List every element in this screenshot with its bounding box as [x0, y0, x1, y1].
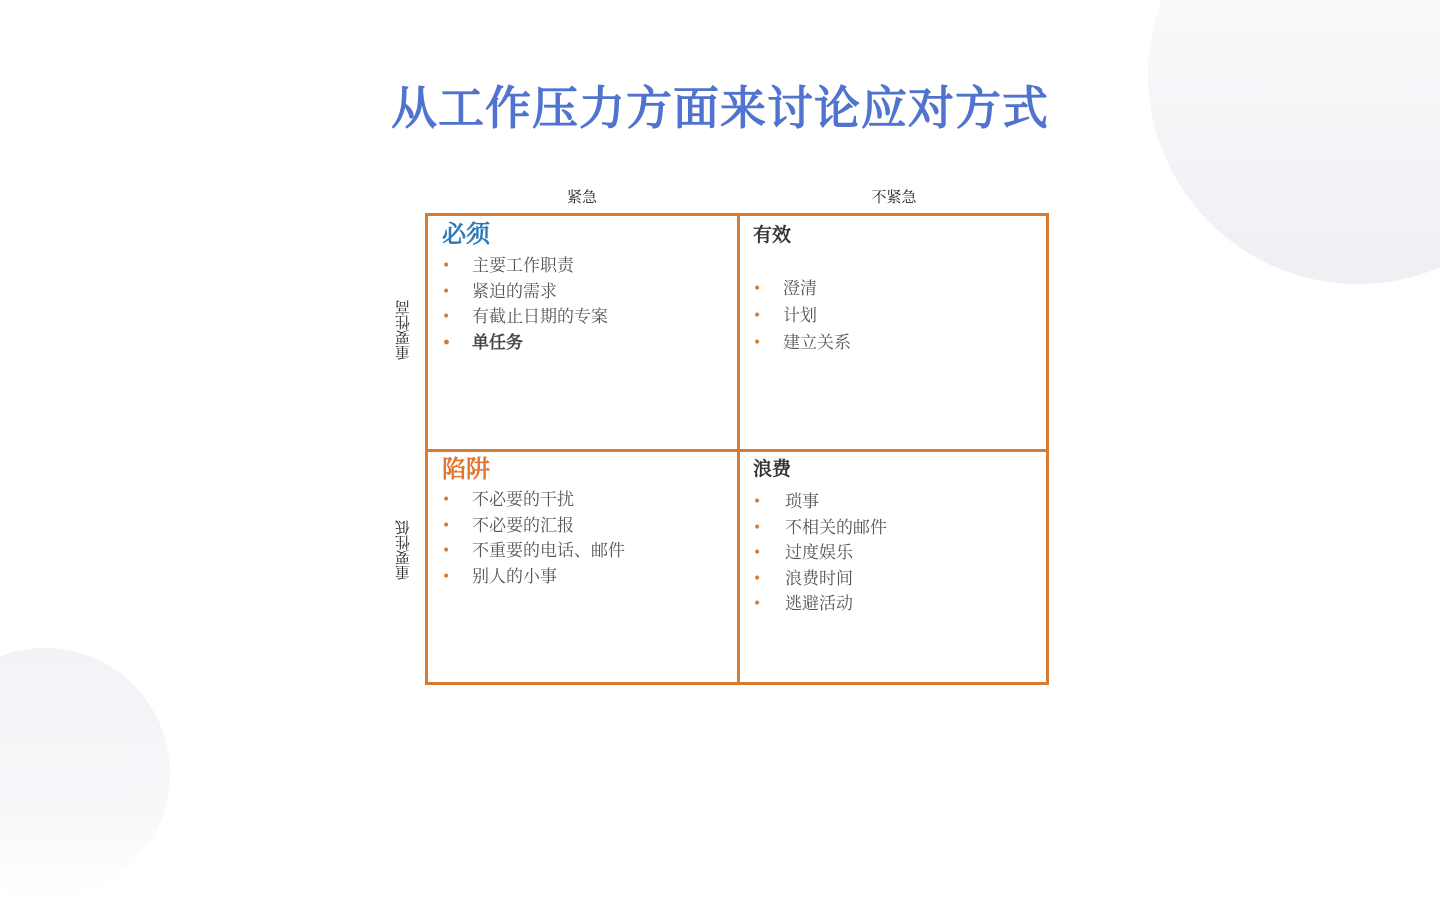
list-item: • 不相关的邮件: [753, 516, 887, 542]
list-item: • 逃避活动: [753, 592, 887, 618]
quadrant-trap: [442, 454, 625, 590]
bullet-dot-icon: •: [442, 517, 451, 534]
bullet-dot-icon: •: [442, 568, 451, 585]
bullet-dot-icon: •: [753, 308, 762, 324]
bullet-dot-icon: •: [442, 283, 451, 300]
bullet-dot-icon: •: [442, 543, 451, 559]
column-header-urgent: 紧急: [566, 188, 597, 206]
quadrant-must: [442, 218, 608, 356]
list-item: • 单任务: [442, 331, 608, 357]
list-item: • 紧迫的需求: [442, 280, 608, 306]
matrix-horizontal-divider: [428, 449, 1046, 452]
list-item: • 不必要的干扰: [442, 488, 625, 514]
list-item: • 计划: [753, 303, 851, 330]
row-header-high-importance: 重要性高: [394, 300, 412, 360]
quadrant-title: 必须: [442, 219, 490, 248]
list-item: • 不必要的汇报: [442, 514, 625, 540]
decorative-circle-bottom-left: [0, 648, 170, 898]
quadrant-effective: [753, 222, 851, 357]
bullet-dot-icon: •: [442, 334, 451, 351]
column-header-not-urgent: 不紧急: [871, 188, 917, 206]
bullet-dot-icon: •: [753, 494, 762, 510]
bullet-dot-icon: •: [442, 492, 451, 508]
list-item: • 琐事: [753, 490, 887, 516]
quadrant-title: 有效: [753, 224, 792, 246]
bullet-dot-icon: •: [753, 596, 762, 612]
slide-title: 从工作压力方面来讨论应对方式: [391, 81, 1049, 135]
list-item: • 有截止日期的专案: [442, 305, 608, 331]
bullet-dot-icon: •: [753, 335, 762, 351]
list-item: • 别人的小事: [442, 565, 625, 591]
quadrant-waste: [753, 456, 887, 618]
quadrant-item-list: [753, 276, 851, 357]
list-item: • 主要工作职责: [442, 254, 608, 280]
list-item: • 浪费时间: [753, 567, 887, 593]
row-header-low-importance: 重要性低: [394, 520, 412, 580]
quadrant-title: 浪费: [753, 458, 792, 480]
bullet-dot-icon: •: [753, 545, 762, 561]
bullet-dot-icon: •: [442, 309, 451, 325]
list-item: • 澄清: [753, 276, 851, 303]
priority-matrix: [425, 213, 1049, 685]
bullet-dot-icon: •: [442, 258, 451, 274]
list-item: • 不重要的电话、邮件: [442, 539, 625, 565]
list-item: • 建立关系: [753, 330, 851, 357]
quadrant-item-list: [442, 488, 625, 590]
bullet-dot-icon: •: [753, 519, 762, 536]
bullet-dot-icon: •: [753, 281, 762, 297]
quadrant-title: 陷阱: [442, 454, 490, 483]
list-item: • 过度娱乐: [753, 541, 887, 567]
decorative-circle-top-right: [1148, 0, 1440, 284]
bullet-dot-icon: •: [753, 570, 762, 587]
quadrant-item-list: [753, 490, 887, 618]
quadrant-item-list: [442, 254, 608, 356]
